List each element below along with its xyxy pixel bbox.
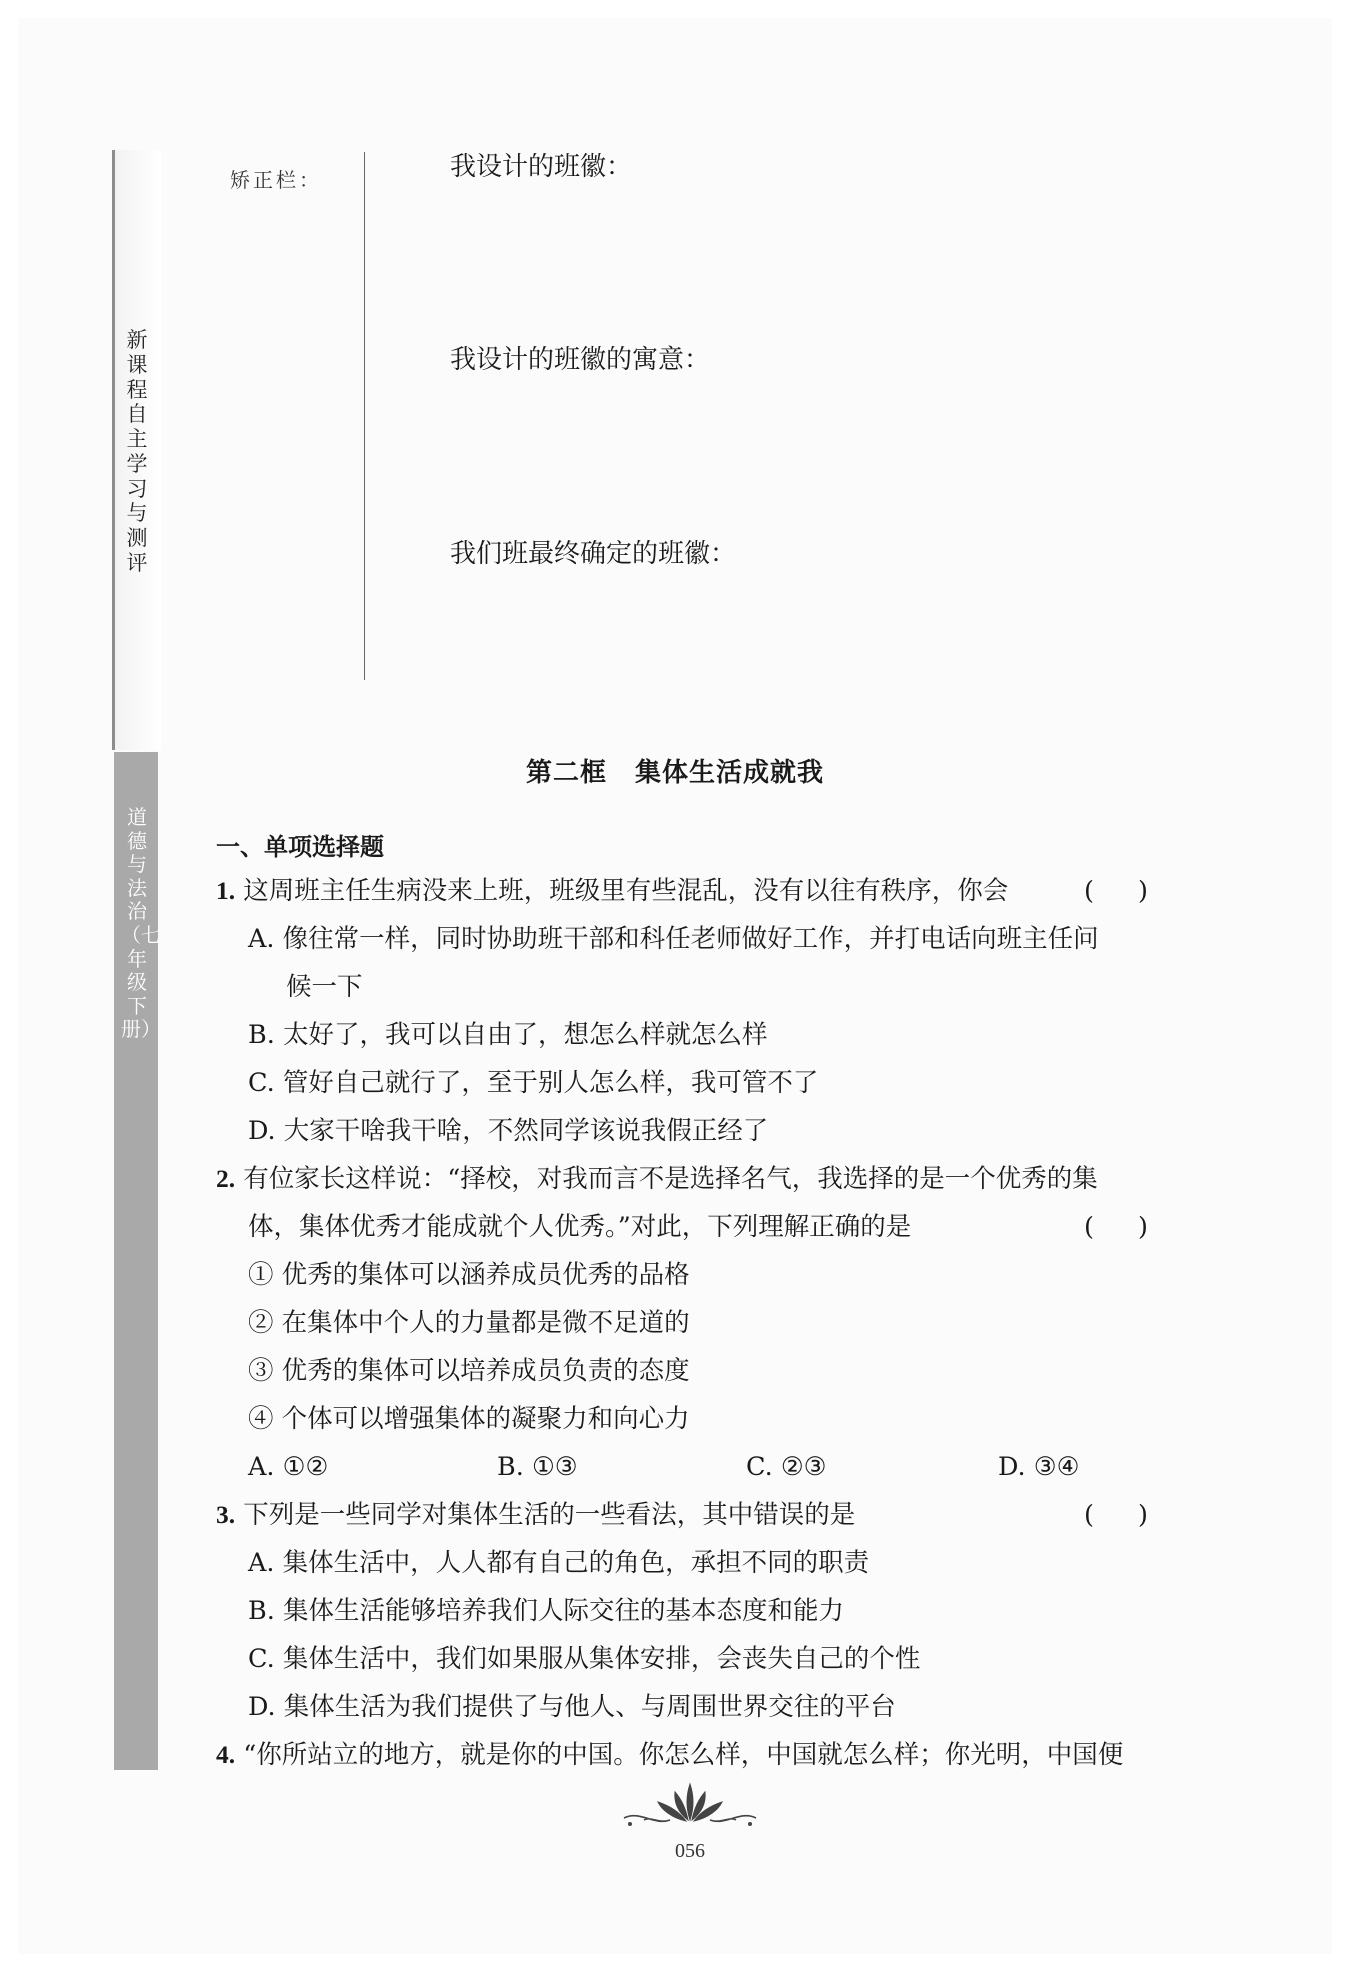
badge-meaning-prompt: 我设计的班徽的寓意： (450, 345, 711, 375)
answer-paren: ( ) (1084, 1212, 1167, 1242)
book-subject-title: 道德与法治（七年级下册） (121, 805, 161, 1042)
page-number: 056 (675, 1840, 705, 1862)
statement-2: ② 在集体中个人的力量都是微不足道的 (248, 1308, 690, 1338)
question-stem-continued: 体，集体优秀才能成就个人优秀。”对此，下列理解正确的是 (248, 1212, 912, 1242)
answer-paren: ( ) (1084, 876, 1167, 906)
question-stem: 这周班主任生病没来上班，班级里有些混乱，没有以往有秩序，你会 (243, 876, 1009, 906)
final-badge-prompt: 我们班最终确定的班徽： (450, 539, 737, 569)
question-2 (216, 1162, 1098, 1196)
option-b: B. 太好了，我可以自由了，想怎么样就怎么样 (248, 1020, 768, 1050)
question-number: 1. (216, 876, 236, 905)
part-title: 一、单项选择题 (216, 833, 384, 861)
option-d: D. 大家干啥我干啥，不然同学该说我假正经了 (248, 1116, 769, 1146)
option-a: A. 集体生活中，人人都有自己的角色，承担不同的职责 (248, 1548, 870, 1578)
question-stem: “你所站立的地方，就是你的中国。你怎么样，中国就怎么样；你光明，中国便 (243, 1740, 1124, 1770)
question-4 (216, 1738, 1123, 1772)
badge-design-prompt: 我设计的班徽： (450, 152, 633, 182)
correction-column (210, 152, 365, 680)
question-stem: 有位家长这样说：“择校，对我而言不是选择名气，我选择的是一个优秀的集 (243, 1164, 1098, 1194)
leaf-ornament-icon (620, 1780, 760, 1830)
answer-paren: ( ) (1084, 1500, 1167, 1530)
statement-3: ③ 优秀的集体可以培养成员负责的态度 (248, 1356, 690, 1386)
section-number: 第二框 (525, 758, 607, 788)
option-b: B. 集体生活能够培养我们人际交往的基本态度和能力 (248, 1596, 844, 1626)
statement-4: ④ 个体可以增强集体的凝聚力和向心力 (248, 1404, 690, 1434)
book-series-title: 新课程自主学习与测评 (126, 328, 148, 575)
section-title (0, 752, 1350, 789)
correction-label: 矫正栏： (230, 168, 322, 192)
choice-b: B. ①③ (497, 1452, 578, 1482)
question-stem: 下列是一些同学对集体生活的一些看法，其中错误的是 (243, 1500, 856, 1530)
choice-d: D. ③④ (998, 1452, 1080, 1482)
question-number: 3. (216, 1500, 236, 1529)
choice-a: A. ①② (248, 1452, 329, 1482)
question-number: 4. (216, 1740, 236, 1769)
option-a: A. 像往常一样，同时协助班干部和科任老师做好工作，并打电话向班主任问 (248, 924, 1099, 954)
question-1 (216, 874, 1008, 908)
choice-c: C. ②③ (746, 1452, 827, 1482)
option-a-continued: 候一下 (286, 972, 363, 1002)
option-d: D. 集体生活为我们提供了与他人、与周围世界交往的平台 (248, 1692, 896, 1722)
question-number: 2. (216, 1164, 236, 1193)
option-c: C. 集体生活中，我们如果服从集体安排，会丧失自己的个性 (248, 1644, 921, 1674)
statement-1: ① 优秀的集体可以涵养成员优秀的品格 (248, 1260, 690, 1290)
option-c: C. 管好自己就行了，至于别人怎么样，我可管不了 (248, 1068, 819, 1098)
section-name: 集体生活成就我 (635, 758, 825, 788)
question-3 (216, 1498, 855, 1532)
